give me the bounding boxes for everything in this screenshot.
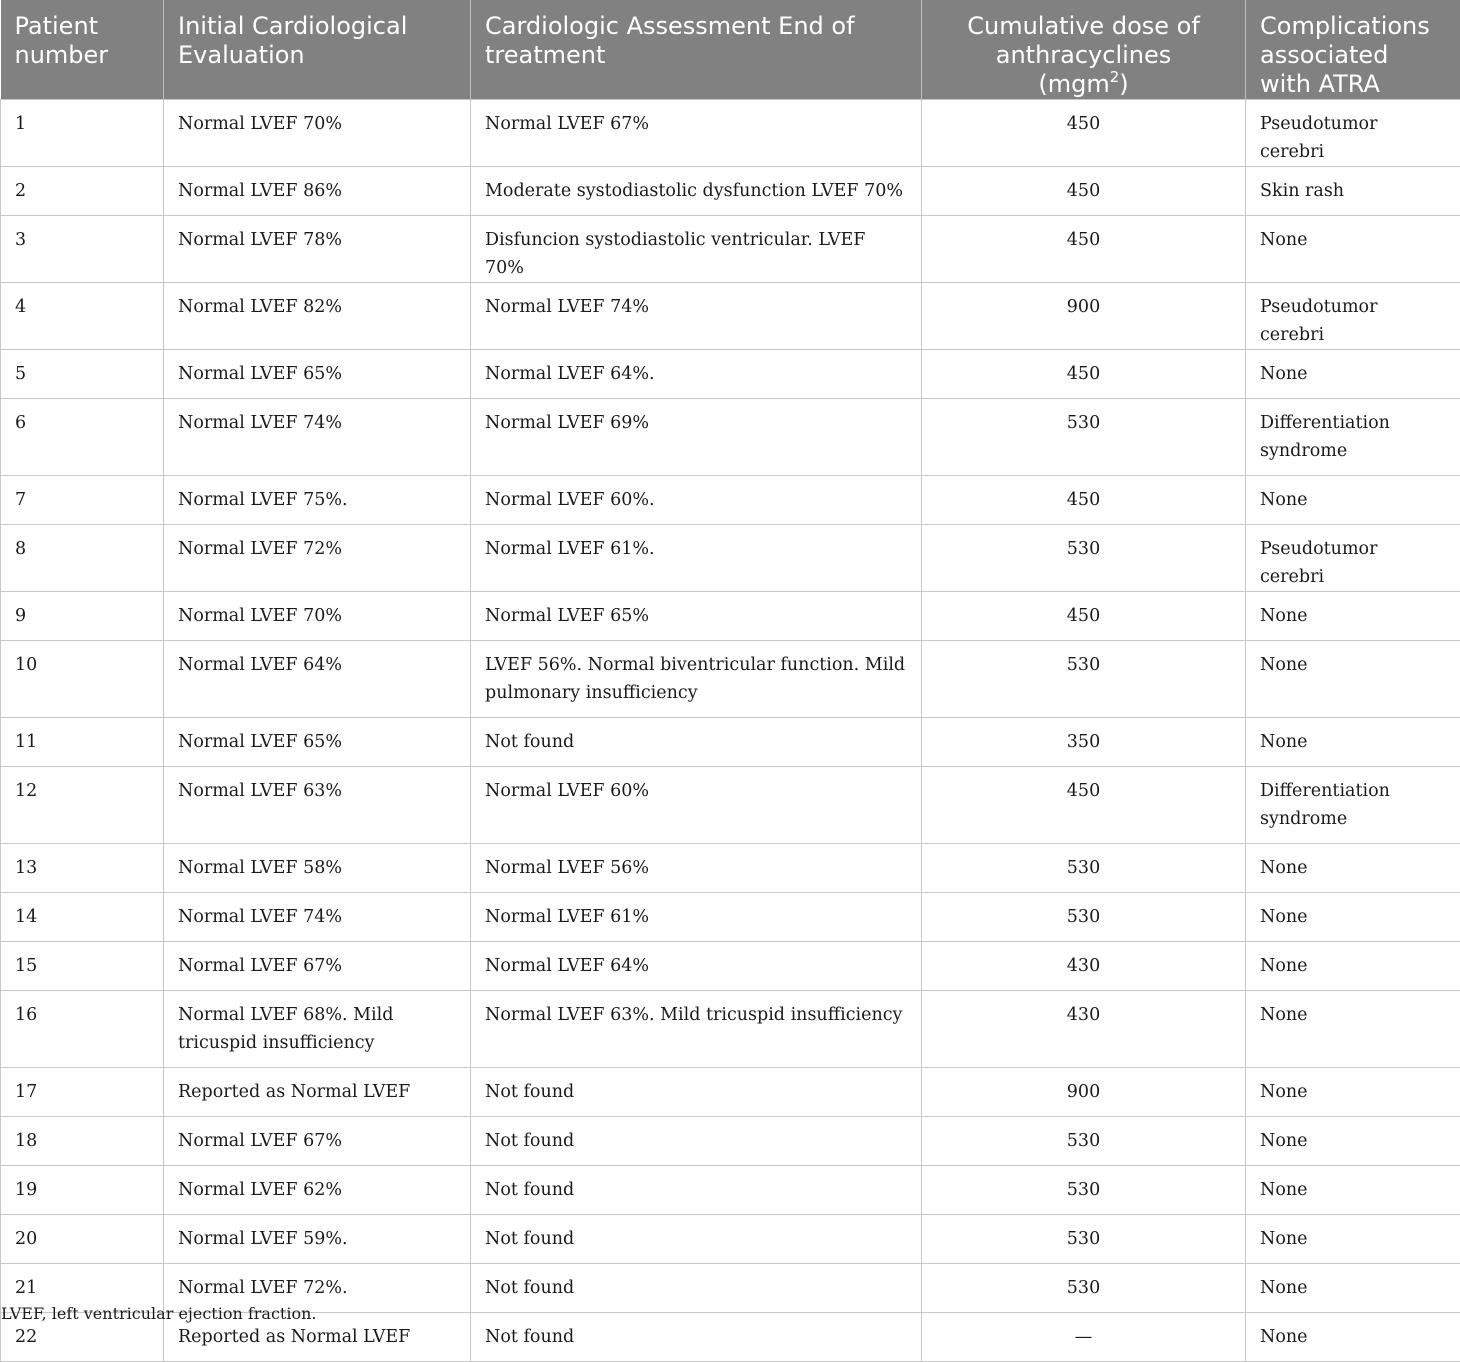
cell-patient-number: 5 — [1, 350, 164, 399]
cell-end-assessment: Normal LVEF 60% — [471, 767, 922, 844]
cell-initial-evaluation: Normal LVEF 67% — [164, 942, 471, 991]
cell-cumulative-dose: 450 — [922, 767, 1246, 844]
cell-end-assessment: Normal LVEF 67% — [471, 100, 922, 167]
cell-cumulative-dose: 430 — [922, 942, 1246, 991]
cell-initial-evaluation: Reported as Normal LVEF — [164, 1313, 471, 1362]
cell-cumulative-dose: 350 — [922, 718, 1246, 767]
table-row — [1, 216, 1460, 283]
cell-complications: None — [1246, 641, 1460, 718]
cell-cumulative-dose: 450 — [922, 167, 1246, 216]
cell-initial-evaluation: Normal LVEF 62% — [164, 1166, 471, 1215]
cell-initial-evaluation: Normal LVEF 74% — [164, 893, 471, 942]
cell-end-assessment: Moderate systodiastolic dysfunction LVEF 70% — [471, 167, 922, 216]
cell-patient-number: 2 — [1, 167, 164, 216]
table-row — [1, 641, 1460, 718]
cell-initial-evaluation: Reported as Normal LVEF — [164, 1068, 471, 1117]
cell-patient-number: 7 — [1, 476, 164, 525]
cell-patient-number: 9 — [1, 592, 164, 641]
cell-end-assessment: Normal LVEF 65% — [471, 592, 922, 641]
cell-end-assessment: Normal LVEF 63%. Mild tricuspid insufficiency — [471, 991, 922, 1068]
cell-complications: Differentiation syndrome — [1246, 399, 1460, 476]
table-row — [1, 942, 1460, 991]
header-dose-unit-post: ) — [1119, 70, 1128, 98]
cell-cumulative-dose: 900 — [922, 1068, 1246, 1117]
cell-complications: None — [1246, 1068, 1460, 1117]
cell-complications: None — [1246, 216, 1460, 283]
cell-initial-evaluation: Normal LVEF 63% — [164, 767, 471, 844]
table-row — [1, 844, 1460, 893]
cell-patient-number: 20 — [1, 1215, 164, 1264]
header-patient-number: Patient number — [1, 0, 164, 100]
cell-complications: None — [1246, 718, 1460, 767]
cell-initial-evaluation: Normal LVEF 82% — [164, 283, 471, 350]
cell-complications: None — [1246, 1264, 1460, 1313]
cell-initial-evaluation: Normal LVEF 59%. — [164, 1215, 471, 1264]
cell-patient-number: 8 — [1, 525, 164, 592]
cell-end-assessment: Not found — [471, 1166, 922, 1215]
header-complications: Complications associated with ATRA — [1246, 0, 1460, 100]
cell-cumulative-dose: 450 — [922, 100, 1246, 167]
cell-patient-number: 18 — [1, 1117, 164, 1166]
cell-end-assessment: Not found — [471, 1313, 922, 1362]
cell-initial-evaluation: Normal LVEF 72%. — [164, 1264, 471, 1313]
cell-patient-number: 16 — [1, 991, 164, 1068]
header-dose-label: Cumulative dose of anthracyclines — [967, 12, 1200, 69]
cell-complications: Pseudotumor cerebri — [1246, 283, 1460, 350]
cell-complications: None — [1246, 893, 1460, 942]
cell-patient-number: 1 — [1, 100, 164, 167]
header-end-assessment: Cardiologic Assessment End of treatment — [471, 0, 922, 100]
cell-cumulative-dose: 530 — [922, 1264, 1246, 1313]
cell-cumulative-dose: 530 — [922, 399, 1246, 476]
cell-initial-evaluation: Normal LVEF 86% — [164, 167, 471, 216]
cell-end-assessment: Normal LVEF 60%. — [471, 476, 922, 525]
cell-end-assessment: Not found — [471, 1117, 922, 1166]
cell-end-assessment: Normal LVEF 64%. — [471, 350, 922, 399]
cell-cumulative-dose: 530 — [922, 844, 1246, 893]
table-row — [1, 991, 1460, 1068]
cell-patient-number: 4 — [1, 283, 164, 350]
cell-cumulative-dose: 450 — [922, 476, 1246, 525]
cell-initial-evaluation: Normal LVEF 58% — [164, 844, 471, 893]
table-row — [1, 592, 1460, 641]
cell-complications: None — [1246, 991, 1460, 1068]
cell-end-assessment: Disfuncion systodiastolic ventricular. LVEF 70% — [471, 216, 922, 283]
cell-complications: Pseudotumor cerebri — [1246, 525, 1460, 592]
table-row — [1, 167, 1460, 216]
cell-end-assessment: Not found — [471, 1264, 922, 1313]
header-row — [1, 0, 1460, 100]
table-row — [1, 1117, 1460, 1166]
cell-complications: None — [1246, 476, 1460, 525]
cell-complications: Skin rash — [1246, 167, 1460, 216]
cell-end-assessment: Not found — [471, 718, 922, 767]
cell-patient-number: 17 — [1, 1068, 164, 1117]
cell-end-assessment: LVEF 56%. Normal biventricular function. Mild pulmonary insufficiency — [471, 641, 922, 718]
header-dose-unit-pre: (mgm — [1038, 70, 1109, 98]
cell-initial-evaluation: Normal LVEF 70% — [164, 592, 471, 641]
table-header — [1, 0, 1460, 100]
cell-initial-evaluation: Normal LVEF 65% — [164, 350, 471, 399]
table-row — [1, 767, 1460, 844]
cell-end-assessment: Not found — [471, 1068, 922, 1117]
header-cumulative-dose — [922, 0, 1246, 100]
cell-complications: None — [1246, 350, 1460, 399]
cell-cumulative-dose: 530 — [922, 893, 1246, 942]
cell-patient-number: 15 — [1, 942, 164, 991]
cell-end-assessment: Not found — [471, 1215, 922, 1264]
cell-patient-number: 11 — [1, 718, 164, 767]
cell-cumulative-dose: 900 — [922, 283, 1246, 350]
table-row — [1, 476, 1460, 525]
cell-end-assessment: Normal LVEF 69% — [471, 399, 922, 476]
cell-initial-evaluation: Normal LVEF 67% — [164, 1117, 471, 1166]
table-row — [1, 718, 1460, 767]
table-row — [1, 525, 1460, 592]
cell-patient-number: 12 — [1, 767, 164, 844]
cell-patient-number: 21 — [1, 1264, 164, 1313]
cell-patient-number: 3 — [1, 216, 164, 283]
cell-complications: None — [1246, 1313, 1460, 1362]
cell-patient-number: 14 — [1, 893, 164, 942]
header-dose-unit-sup: 2 — [1110, 68, 1120, 86]
cell-cumulative-dose: 450 — [922, 350, 1246, 399]
cell-cumulative-dose: 530 — [922, 641, 1246, 718]
cell-end-assessment: Normal LVEF 61%. — [471, 525, 922, 592]
table-row — [1, 1068, 1460, 1117]
cell-patient-number: 10 — [1, 641, 164, 718]
table-body — [1, 100, 1460, 1362]
cell-cumulative-dose: 530 — [922, 1215, 1246, 1264]
cell-initial-evaluation: Normal LVEF 70% — [164, 100, 471, 167]
table-row — [1, 100, 1460, 167]
cell-complications: Pseudotumor cerebri — [1246, 100, 1460, 167]
table-footnote: LVEF, left ventricular ejection fraction. — [1, 1303, 317, 1325]
cell-complications: None — [1246, 1166, 1460, 1215]
cell-initial-evaluation: Normal LVEF 65% — [164, 718, 471, 767]
cell-initial-evaluation: Normal LVEF 74% — [164, 399, 471, 476]
cell-end-assessment: Normal LVEF 74% — [471, 283, 922, 350]
cell-cumulative-dose: 530 — [922, 525, 1246, 592]
cell-cumulative-dose: — — [922, 1313, 1246, 1362]
cell-complications: None — [1246, 592, 1460, 641]
table-row — [1, 893, 1460, 942]
cell-complications: None — [1246, 942, 1460, 991]
cell-initial-evaluation: Normal LVEF 78% — [164, 216, 471, 283]
cell-initial-evaluation: Normal LVEF 75%. — [164, 476, 471, 525]
cell-end-assessment: Normal LVEF 64% — [471, 942, 922, 991]
table-row — [1, 1166, 1460, 1215]
cell-patient-number: 13 — [1, 844, 164, 893]
cell-end-assessment: Normal LVEF 56% — [471, 844, 922, 893]
table-row — [1, 283, 1460, 350]
header-dose-unit — [1038, 70, 1128, 98]
cell-complications: None — [1246, 1117, 1460, 1166]
cell-cumulative-dose: 450 — [922, 592, 1246, 641]
cell-complications: None — [1246, 1215, 1460, 1264]
cell-patient-number: 19 — [1, 1166, 164, 1215]
cell-initial-evaluation: Normal LVEF 64% — [164, 641, 471, 718]
cell-cumulative-dose: 450 — [922, 216, 1246, 283]
cell-complications: Differentiation syndrome — [1246, 767, 1460, 844]
cell-initial-evaluation: Normal LVEF 68%. Mild tricuspid insufficiency — [164, 991, 471, 1068]
cell-cumulative-dose: 530 — [922, 1166, 1246, 1215]
cell-patient-number: 22 — [1, 1313, 164, 1362]
cell-patient-number: 6 — [1, 399, 164, 476]
cell-cumulative-dose: 430 — [922, 991, 1246, 1068]
cell-initial-evaluation: Normal LVEF 72% — [164, 525, 471, 592]
header-initial-evaluation: Initial Cardiological Evaluation — [164, 0, 471, 100]
table-row — [1, 350, 1460, 399]
cell-cumulative-dose: 530 — [922, 1117, 1246, 1166]
table-row — [1, 1215, 1460, 1264]
table-row — [1, 399, 1460, 476]
cell-complications: None — [1246, 844, 1460, 893]
cell-end-assessment: Normal LVEF 61% — [471, 893, 922, 942]
